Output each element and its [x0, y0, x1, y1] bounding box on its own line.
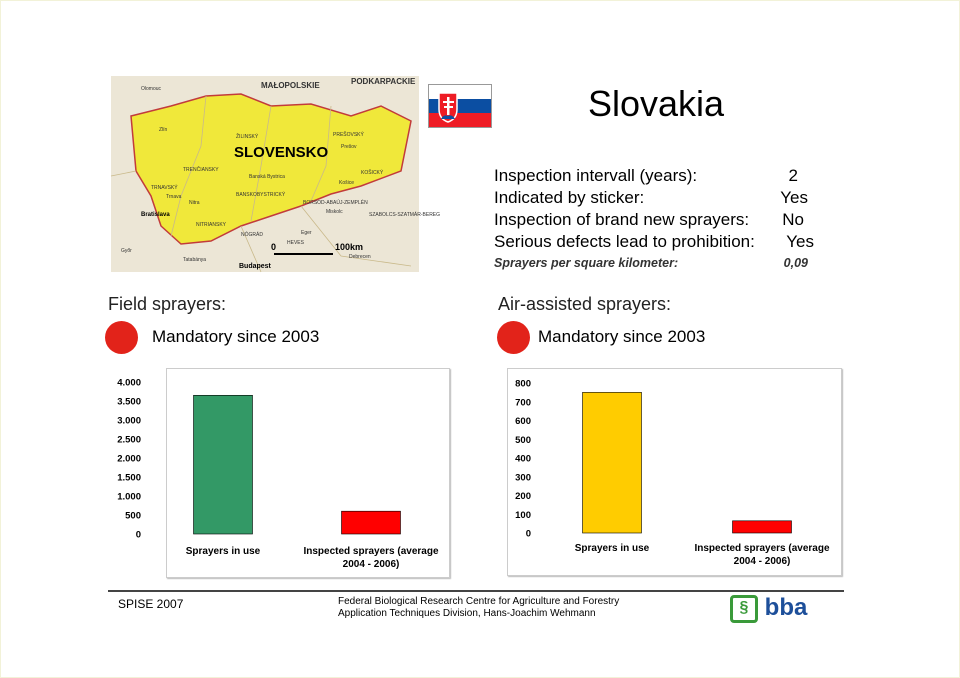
y-tick-label: 4.000: [117, 377, 141, 389]
map-label: Prešov: [341, 144, 357, 150]
map-label: BANSKOBYSTRICKÝ: [236, 192, 286, 198]
status-dot-icon: [497, 321, 530, 354]
logo-text: bba: [764, 594, 808, 621]
y-tick-label: 100: [515, 509, 531, 521]
fact-label: Inspection of brand new sprayers:: [494, 210, 750, 229]
y-tick-label: 800: [515, 378, 531, 390]
bar: [194, 395, 253, 534]
density-row: [494, 253, 814, 273]
map-label: Banská Bystrica: [249, 174, 285, 180]
map-label: PREŠOVSKÝ: [333, 132, 364, 138]
fact-label: Serious defects lead to prohibition:: [494, 232, 755, 251]
y-tick-label: 700: [515, 397, 531, 409]
fact-row: [494, 187, 814, 209]
category-label: Inspected sprayers (average: [303, 546, 439, 557]
map-label: MAŁOPOLSKIE: [261, 81, 320, 90]
category-label: Sprayers in use: [185, 546, 261, 557]
fact-value: No: [782, 210, 804, 229]
air-sprayers-heading: Air-assisted sprayers:: [498, 294, 672, 314]
category-label: 2004 - 2006): [733, 556, 791, 567]
map-label: ŽILINSKÝ: [236, 134, 259, 140]
map-label: Győr: [121, 248, 132, 254]
footer-institution: Federal Biological Research Centre for Agriculture and Forestry: [338, 596, 620, 607]
map-label: NÓGRÁD: [241, 232, 263, 238]
map-label: Olomouc: [141, 86, 162, 92]
map-label: Nitra: [189, 200, 200, 206]
y-tick-label: 1.000: [117, 491, 141, 503]
y-tick-label: 300: [515, 472, 531, 484]
fact-row: [494, 209, 814, 231]
bar: [583, 392, 642, 533]
map-label: Košice: [339, 180, 355, 186]
map-label: TRENČIANSKY: [183, 167, 219, 173]
page-title: Slovakia: [588, 83, 725, 124]
slovakia-flag-icon: [428, 84, 492, 128]
fact-row: [494, 231, 814, 253]
leaf-icon: §: [730, 595, 758, 623]
map-label: Tatabánya: [183, 257, 207, 263]
map-scale-km: 100km: [335, 242, 364, 252]
y-tick-label: 200: [515, 491, 531, 502]
field-sprayers-status: Mandatory since 2003: [152, 327, 320, 346]
y-tick-label: 500: [125, 510, 141, 522]
footer-divider: [108, 590, 844, 592]
y-tick-label: 400: [515, 453, 531, 465]
y-tick-label: 600: [515, 416, 531, 427]
map-label: Trnava: [166, 194, 182, 200]
air-sprayers-chart: [500, 368, 845, 578]
slovakia-map: [111, 76, 441, 272]
map-label: Zlín: [159, 127, 168, 133]
category-label: Sprayers in use: [574, 543, 650, 554]
bba-logo: [730, 594, 807, 623]
map-label: Eger: [301, 230, 312, 236]
footer-event: SPISE 2007: [118, 597, 184, 611]
facts-list: [494, 165, 814, 273]
category-label: 2004 - 2006): [342, 559, 400, 570]
map-label: TRNAVSKÝ: [151, 185, 178, 191]
y-tick-label: 0: [135, 529, 141, 541]
map-label: Bratislava: [141, 212, 170, 218]
map-label: BORSOD-ABAÚJ-ZEMPLÉN: [303, 200, 368, 206]
y-tick-label: 500: [515, 434, 531, 446]
map-label: KOŠICKÝ: [361, 170, 384, 176]
air-sprayers-status: Mandatory since 2003: [538, 327, 706, 346]
field-sprayers-heading: Field sprayers:: [108, 294, 227, 314]
y-tick-label: 3.000: [117, 415, 141, 427]
map-label: Miskolc: [326, 209, 343, 215]
map-label: HEVES: [287, 240, 304, 246]
status-dot-icon: [105, 321, 138, 354]
bar: [342, 511, 401, 534]
map-label: NITRIANSKY: [196, 222, 227, 228]
bar: [733, 521, 792, 533]
fact-label: Inspection intervall (years):: [494, 166, 698, 185]
y-tick-label: 1.500: [117, 472, 141, 484]
fact-value: Yes: [786, 232, 814, 251]
map-scale-zero: 0: [271, 242, 277, 252]
map-label: PODKARPACKIE: [351, 77, 416, 86]
density-label: Sprayers per square kilometer:: [494, 256, 679, 270]
footer-division: Application Techniques Division, Hans-Joachim Wehmann: [338, 608, 596, 619]
map-label: Debrecen: [349, 254, 371, 260]
map-label: SZABOLCS-SZATMÁR-BEREG: [369, 212, 441, 218]
category-label: Inspected sprayers (average: [694, 543, 830, 554]
fact-label: Indicated by sticker:: [494, 188, 645, 207]
y-tick-label: 2.000: [117, 453, 141, 465]
fact-value: 2: [788, 166, 798, 185]
fact-row: [494, 165, 814, 187]
y-tick-label: 0: [525, 528, 531, 540]
fact-value: Yes: [780, 188, 808, 207]
y-tick-label: 3.500: [117, 396, 141, 408]
map-label: Budapest: [239, 263, 271, 270]
map-label-country: SLOVENSKO: [234, 144, 329, 161]
field-sprayers-chart: [100, 368, 460, 578]
density-value: 0,09: [783, 256, 808, 270]
y-tick-label: 2.500: [117, 434, 141, 446]
